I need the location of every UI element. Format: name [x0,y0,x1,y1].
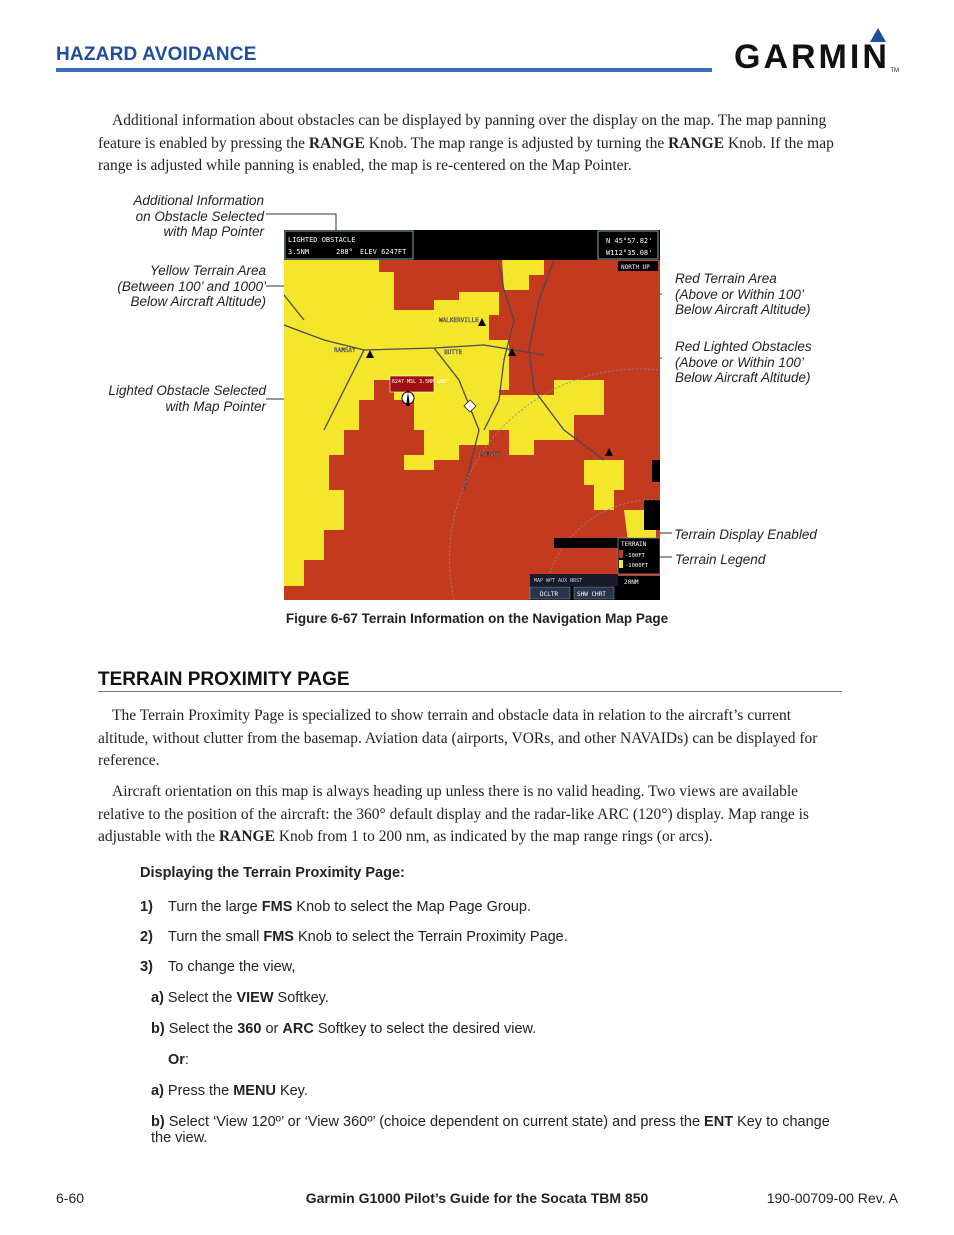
substep-a2: a) Press the MENU Key. [151,1083,308,1099]
callout-additional-info: Additional Information on Obstacle Selected with Map Pointer [133,193,264,239]
section-rule [98,691,842,692]
callout-terrain-legend: Terrain Legend [675,552,766,567]
callout-lighted-obstacle: Lighted Obstacle Selected with Map Pointer [108,383,266,414]
step-2: 2) [140,929,153,945]
place-butte: BUTTE [444,349,463,356]
or-label: Or: [168,1052,189,1068]
section-header: HAZARD AVOIDANCE [56,44,257,65]
legend-100: -100FT [625,553,645,559]
info-range-text: 3.5NM [288,248,310,256]
terrain-label: TERRAIN [621,541,647,548]
step-3: 3) [140,959,153,975]
figure-caption: Figure 6-67 Terrain Information on the Navigation Map Page [285,611,669,626]
map-range: 20NM [624,579,639,586]
substep-b1: b) Select the 360 or ARC Softkey to select the desired view. [151,1021,537,1037]
info-bearing-text: 288° [336,248,353,256]
callout-red-lighted: Red Lighted Obstacles (Above or Within 100’ Below Aircraft Altitude) [675,339,812,385]
legend-1000: -1000FT [625,563,649,569]
info-title-text: LIGHTED OBSTACLE [288,236,356,244]
substep-a1: a) Select the VIEW Softkey. [151,990,329,1006]
callout-red-terrain: Red Terrain Area (Above or Within 100’ Below Aircraft Altitude) [675,271,811,317]
section-paragraph-2: Aircraft orientation on this map is always heading up unless there is no valid heading. Two views are available relative to the position of the aircraft: the 360° default display and the radar-like ARC (120°) display. Map range is adjustable with the RANGE Knob from 1 to 200 nm, as indicated by the map range rings (or arcs). [98,783,809,845]
softkey-dcltr: DCLTR [540,591,559,598]
latitude-text: N 45°57.82' [606,237,653,245]
substep-b2: b) Select ‘View 120º’ or ‘View 360º’ (choice dependent on current state) and press the ENT Key to change the view. [151,1114,830,1146]
longitude-text: W112°35.08' [606,249,653,257]
place-walkerville: WALKERVILLE [439,317,479,324]
step-2-text: Turn the small FMS Knob to select the Terrain Proximity Page. [168,929,568,945]
page-bar: MAP WPT AUX NRST [534,578,583,584]
callout-terrain-enabled: Terrain Display Enabled [674,527,817,542]
navigation-map-screenshot [284,230,660,600]
section-paragraph-1: The Terrain Proximity Page is specialized to show terrain and obstacle data in relation to the aircraft’s current altitude, without clutter from the basemap. Aviation data (airports, VORs, and other NAVAIDs) can be displayed for reference. [98,707,818,769]
footer-doc-number: 190-00709-00 Rev. A [766,1190,898,1206]
place-ramsay-2: RAMSAY [479,451,501,458]
pointer-label: 6247 MSL 3.5NM 288° [392,379,450,385]
info-elev-text: ELEV 6247FT [360,248,407,256]
callout-yellow-terrain: Yellow Terrain Area (Between 100’ and 1000’ Below Aircraft Altitude) [117,263,266,309]
footer-page-number: 6-60 [56,1190,85,1206]
step-1-text: Turn the large FMS Knob to select the Map Page Group. [168,899,531,915]
step-3-text: To change the view, [168,959,296,975]
procedure-title: Displaying the Terrain Proximity Page: [140,865,405,881]
step-1: 1) [140,899,153,915]
orientation-text: NORTH UP [621,264,650,271]
intro-paragraph: Additional information about obstacles can be displayed by panning over the display on the map. The map panning feature is enabled by pressing the RANGE Knob. The map range is adjusted by turning the RANGE Knob. If the map range is adjusted while panning is enabled, the map is re-centered on the Map Pointer. [98,112,834,174]
garmin-logo: GARMIN TM [734,28,899,78]
footer-title: Garmin G1000 Pilot’s Guide for the Socata TBM 850 [305,1190,649,1206]
section-title: TERRAIN PROXIMITY PAGE [98,669,350,690]
place-ramsay-1: RAMSAY [334,347,356,354]
softkey-shw-chrt: SHW CHRT [577,591,606,598]
